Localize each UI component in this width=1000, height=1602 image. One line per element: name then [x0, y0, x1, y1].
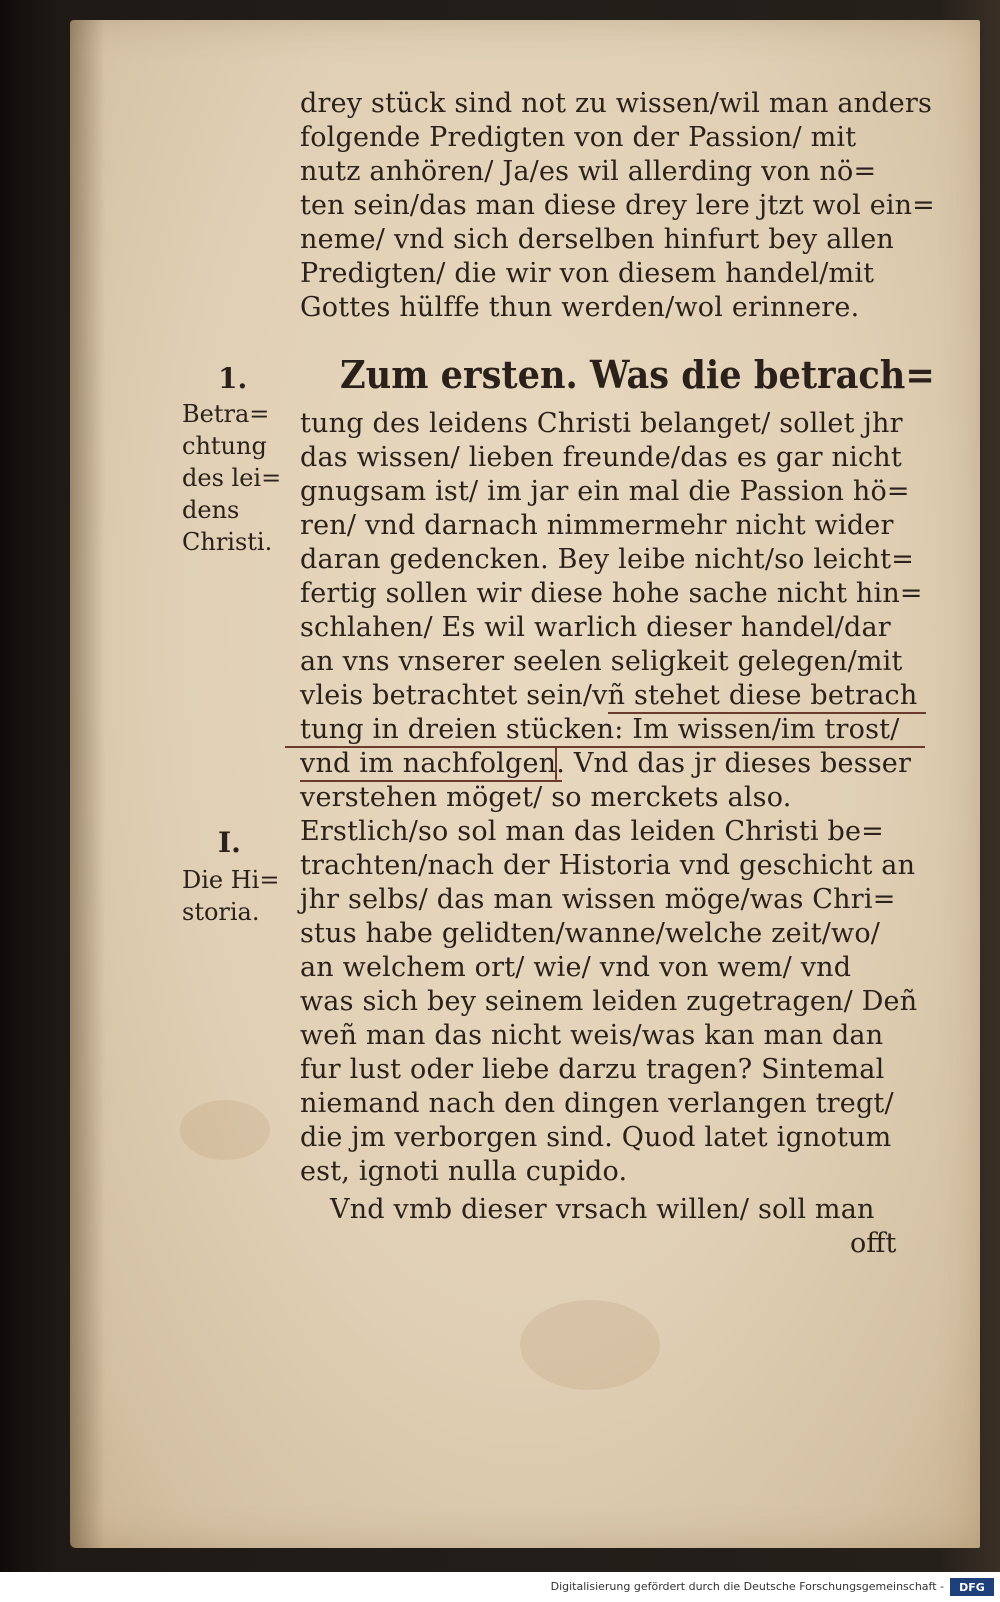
- body-line: daran gedencken. Bey leibe nicht/so leicht=: [300, 544, 915, 575]
- margin-note-line: storia.: [182, 898, 260, 926]
- body-line: jhr selbs/ das man wissen möge/was Chri=: [300, 884, 896, 915]
- body-line: weñ man das nicht weis/was kan man dan: [300, 1020, 884, 1051]
- dfg-logo: DFG: [950, 1578, 994, 1596]
- body-line: neme/ vnd sich derselben hinfurt bey allen: [300, 224, 894, 255]
- body-line: nutz anhören/ Ja/es wil allerding von nö=: [300, 156, 877, 187]
- body-line: fur lust oder liebe darzu tragen? Sintemal: [300, 1054, 885, 1085]
- body-line: est, ignoti nulla cupido.: [300, 1156, 628, 1187]
- body-line: gnugsam ist/ im jar ein mal die Passion hö=: [300, 476, 910, 507]
- body-line: fertig sollen wir diese hohe sache nicht hin=: [300, 578, 923, 609]
- margin-note-line: chtung: [182, 432, 267, 460]
- body-line: ten sein/das man diese drey lere jtzt wol ein=: [300, 190, 935, 221]
- margin-note-line: des lei=: [182, 464, 282, 492]
- body-line: verstehen möget/ so merckets also.: [300, 782, 792, 813]
- margin-note-line: Die Hi=: [182, 866, 280, 894]
- body-line: ren/ vnd darnach nimmermehr nicht wider: [300, 510, 894, 541]
- body-line: die jm verborgen sind. Quod latet ignotum: [300, 1122, 892, 1153]
- body-line: folgende Predigten von der Passion/ mit: [300, 122, 857, 153]
- body-line: drey stück sind not zu wissen/wil man anders: [300, 88, 933, 119]
- ink-bracket: [555, 746, 557, 780]
- body-line: Predigten/ die wir von diesem handel/mit: [300, 258, 875, 289]
- catchword: offt: [850, 1228, 897, 1259]
- body-line: an vns vnserer seelen seligkeit gelegen/mit: [300, 646, 903, 677]
- margin-note-line: dens: [182, 496, 240, 524]
- body-line: was sich bey seinem leiden zugetragen/ Deñ: [300, 986, 918, 1017]
- body-line: stus habe gelidten/wanne/welche zeit/wo/: [300, 918, 881, 949]
- body-line: an welchem ort/ wie/ vnd von wem/ vnd: [300, 952, 852, 983]
- paper-stain: [180, 1100, 270, 1160]
- body-line: schlahen/ Es wil warlich dieser handel/dar: [300, 612, 891, 643]
- body-line: Erstlich/so sol man das leiden Christi be=: [300, 816, 884, 847]
- ink-underline: [608, 712, 926, 714]
- ink-underline: [300, 780, 562, 782]
- body-line: trachten/nach der Historia vnd geschicht an: [300, 850, 916, 881]
- body-line: vnd im nachfolgen. Vnd das jr dieses besser: [300, 748, 912, 779]
- margin-note-line: Betra=: [182, 400, 270, 428]
- body-line: tung des leidens Christi belanget/ sollet jhr: [300, 408, 903, 439]
- body-line: vleis betrachtet sein/vñ stehet diese betrach: [300, 680, 918, 711]
- margin-number: 1.: [218, 362, 248, 395]
- body-line: Gottes hülffe thun werden/wol erinnere.: [300, 292, 860, 323]
- margin-note-line: Christi.: [182, 528, 273, 556]
- body-line: tung in dreien stücken: Im wissen/im trost/: [300, 714, 900, 745]
- footer-credit: Digitalisierung gefördert durch die Deutsche Forschungsgemeinschaft -: [550, 1580, 944, 1593]
- spine-shadow: [70, 20, 105, 1548]
- body-line: niemand nach den dingen verlangen tregt/: [300, 1088, 894, 1119]
- margin-number: I.: [218, 826, 241, 859]
- ink-underline: [285, 746, 925, 748]
- paper-stain: [520, 1300, 660, 1390]
- section-heading: Zum ersten. Was die betrach=: [340, 352, 935, 397]
- body-line: das wissen/ lieben freunde/das es gar nicht: [300, 442, 902, 473]
- body-line: Vnd vmb dieser vrsach willen/ soll man: [330, 1194, 875, 1225]
